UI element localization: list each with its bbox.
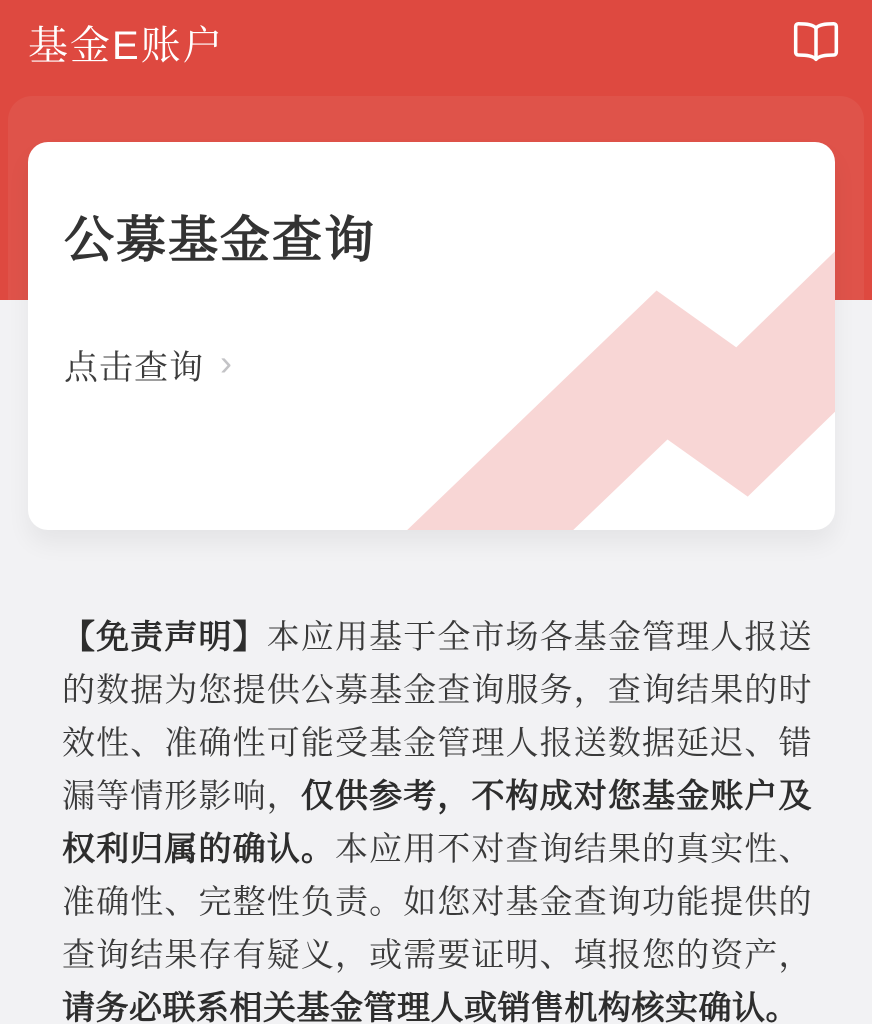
disclaimer-segment: 请务必联系相关基金管理人或销售机构核实确认。 — [62, 989, 799, 1024]
disclaimer-segment: 仅供参考，不构成对您基金账户及权利归属的确认。 — [62, 777, 813, 867]
open-book-icon — [791, 18, 841, 66]
disclaimer-segment: 本应用基于全市场各基金管理人报送的数据为您提供公募基金查询服务，查询结果的时效性、准确性可能受基金管理人报送数据延迟、错漏等情形影响， — [62, 618, 813, 814]
manual-button[interactable] — [790, 16, 842, 68]
app-bar — [0, 0, 872, 78]
app-title: 基金E账户 — [28, 23, 225, 68]
fund-query-card[interactable] — [28, 142, 835, 530]
query-link[interactable] — [64, 340, 233, 389]
query-link-label: 点击查询 — [64, 349, 204, 387]
disclaimer-segment: 【免责声明】 — [62, 618, 267, 655]
disclaimer-text — [62, 610, 812, 1024]
card-title: 公募基金查询 — [64, 212, 376, 268]
chevron-right-icon: › — [220, 341, 233, 383]
disclaimer-segment: 本应用不对查询结果的真实性、准确性、完整性负责。如您对基金查询功能提供的查询结果存有疑义，或需要证明、填报您的资产， — [62, 830, 813, 973]
